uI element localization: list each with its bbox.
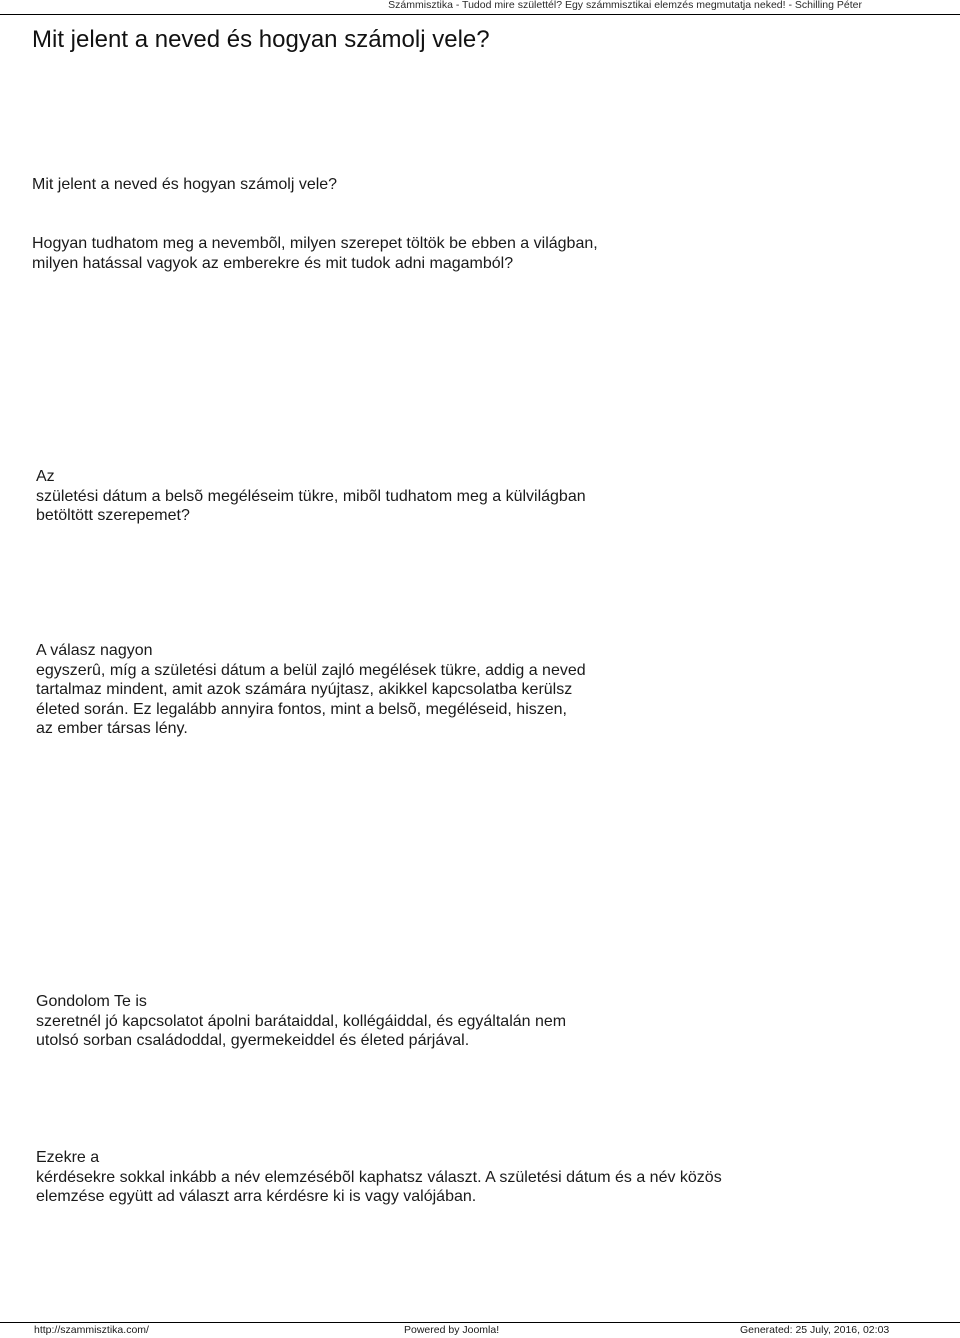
article-paragraph (36, 992, 566, 1051)
article-paragraph (36, 641, 586, 739)
paragraph-line: elemzése együtt ad választ arra kérdésre ki is vagy valójában. (36, 1188, 477, 1205)
paragraph-line: Hogyan tudhatom meg a nevembõl, milyen szerepet töltök be ebben a világban, (32, 235, 598, 252)
paragraph-line: egyszerû, míg a születési dátum a belül zajló megélések tükre, addig a neved (36, 661, 586, 679)
paragraph-line: Az (36, 468, 55, 485)
article-paragraph (36, 467, 586, 526)
paragraph-line: Ezekre a (36, 1149, 100, 1166)
paragraph-line: tartalmaz mindent, amit azok számára nyújtasz, akikkel kapcsolatba kerülsz (36, 681, 573, 698)
paragraph-line: utolsó sorban családoddal, gyermekeiddel és életed párjával. (36, 1032, 470, 1049)
article-paragraph (36, 1148, 722, 1207)
footer-generated: Generated: 25 July, 2016, 02:03 (740, 1324, 890, 1336)
header-divider (0, 14, 960, 15)
page-title: Mit jelent a neved és hogyan számolj vele? (32, 26, 490, 53)
footer-powered-by: Powered by Joomla! (404, 1324, 500, 1336)
paragraph-line: betöltött szerepemet? (36, 507, 190, 524)
article-paragraph (32, 175, 337, 195)
site-title: Számmisztika - Tudod mire születtél? Egy számmisztikai elemzés megmutatja neked! - Schilling Péter (388, 0, 862, 11)
article-paragraph (32, 234, 598, 273)
paragraph-line: Mit jelent a neved és hogyan számolj vele? (32, 176, 338, 193)
paragraph-line: az ember társas lény. (36, 720, 188, 737)
footer-divider (0, 1322, 960, 1323)
paragraph-line: kérdésekre sokkal inkább a név elemzésébõl kaphatsz választ. A születési dátum és a név közös (36, 1168, 722, 1186)
paragraph-line: szeretnél jó kapcsolatot ápolni barátaiddal, kollégáiddal, és egyáltalán nem (36, 1012, 567, 1030)
paragraph-line: életed során. Ez legalább annyira fontos, mint a belsõ, megéléseid, hiszen, (36, 700, 567, 718)
footer-url: http://szammisztika.com/ (34, 1324, 149, 1336)
paragraph-line: Gondolom Te is (36, 993, 147, 1010)
paragraph-line: A válasz nagyon (36, 642, 153, 659)
paragraph-line: születési dátum a belsõ megéléseim tükre, mibõl tudhatom meg a külvilágban (36, 487, 586, 505)
paragraph-line: milyen hatással vagyok az emberekre és mit tudok adni magamból? (32, 254, 514, 272)
